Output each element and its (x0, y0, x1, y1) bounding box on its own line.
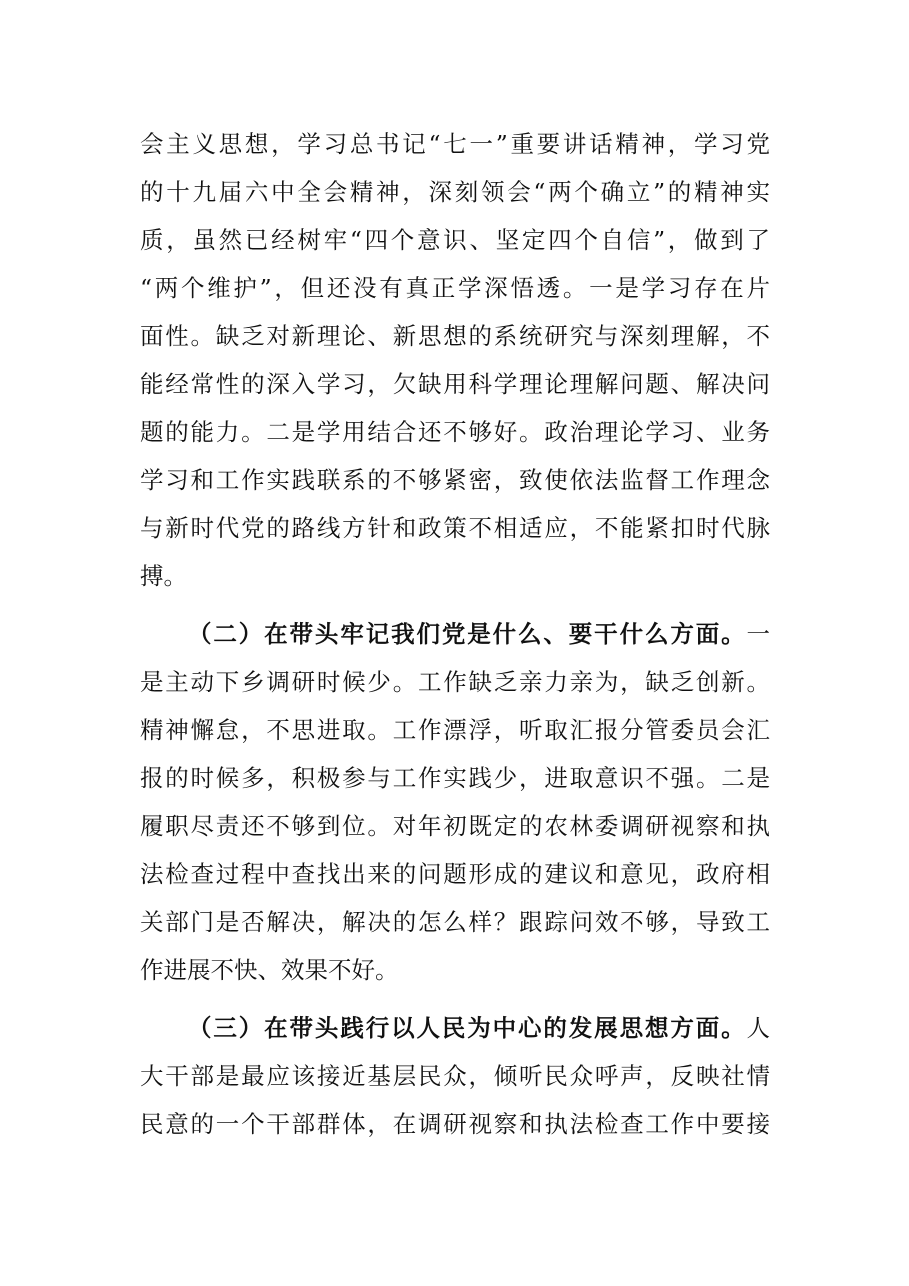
body-text-line: 学习和工作实践联系的不够紧密，致使依法监督工作理念 (140, 466, 770, 494)
body-text-line: 民意的一个干部群体，在调研视察和执法检查工作中要接 (140, 1110, 770, 1138)
section-heading: （二）在带头牢记我们党是什么、要干什么方面。 (188, 620, 747, 648)
body-text-line: 能经常性的深入学习，欠缺用科学理论理解问题、解决问 (140, 370, 770, 398)
body-text-line: 是主动下乡调研时候少。工作缺乏亲力亲为，缺乏创新。 (140, 668, 770, 696)
body-text-line: 质，虽然已经树牢“四个意识、坚定四个自信”，做到了 (140, 226, 770, 254)
body-text-line: 精神懈怠，不思进取。工作漂浮，听取汇报分管委员会汇 (140, 716, 770, 744)
body-text-fragment: 一 (746, 620, 770, 648)
body-text-line: 法检查过程中查找出来的问题形成的建议和意见，政府相 (140, 860, 770, 888)
body-text-line: 履职尽责还不够到位。对年初既定的农林委调研视察和执 (140, 812, 770, 840)
body-text-line: 面性。缺乏对新理论、新思想的系统研究与深刻理解，不 (140, 322, 770, 350)
section-heading-line (188, 614, 770, 654)
body-text-line: 报的时候多，积极参与工作实践少，进取意识不强。二是 (140, 764, 770, 792)
body-text-line: 会主义思想，学习总书记“七一”重要讲话精神，学习党 (140, 130, 770, 158)
body-text-line: 作进展不快、效果不好。 (140, 956, 399, 984)
section-heading: （三）在带头践行以人民为中心的发展思想方面。 (188, 1014, 747, 1042)
body-text-line: 的十九届六中全会精神，深刻领会“两个确立”的精神实 (140, 178, 770, 206)
body-text-line: 搏。 (140, 562, 187, 590)
body-text-fragment: 人 (746, 1014, 770, 1042)
body-text-line: 题的能力。二是学用结合还不够好。政治理论学习、业务 (140, 418, 770, 446)
section-heading-line (188, 1008, 770, 1048)
body-text-line: 大干部是最应该接近基层民众，倾听民众呼声，反映社情 (140, 1062, 770, 1090)
body-text-line: 关部门是否解决，解决的怎么样？跟踪问效不够，导致工 (140, 908, 770, 936)
body-text-line: 与新时代党的路线方针和政策不相适应，不能紧扣时代脉 (140, 514, 770, 542)
body-text-line: “两个维护”，但还没有真正学深悟透。一是学习存在片 (140, 274, 770, 302)
